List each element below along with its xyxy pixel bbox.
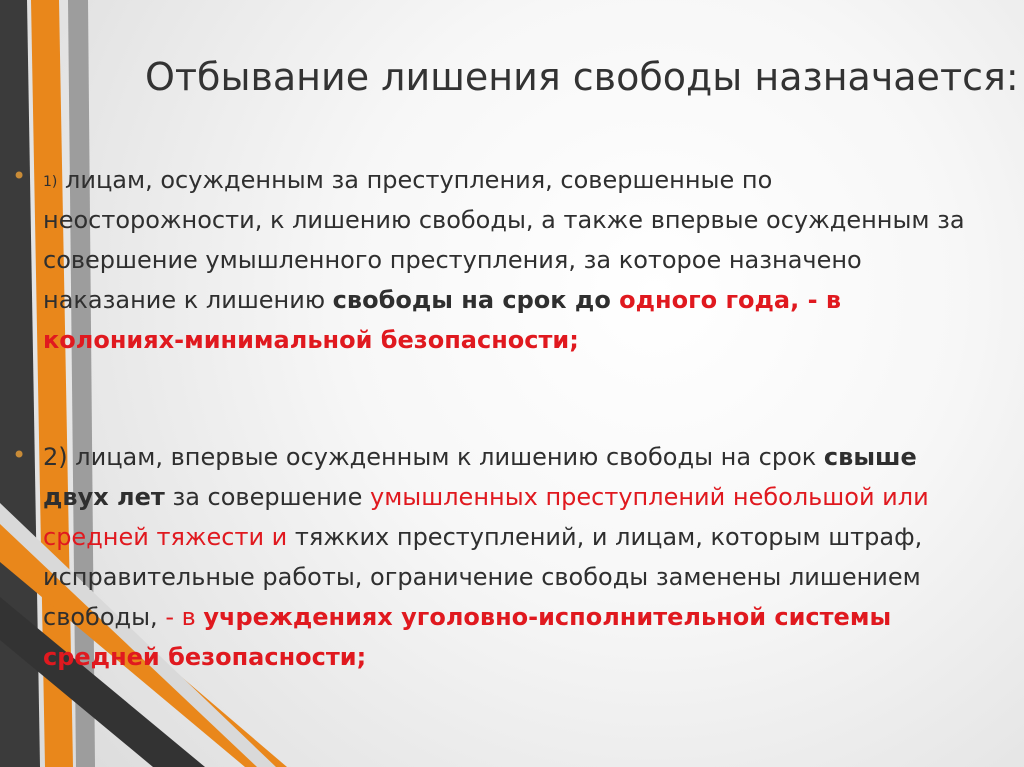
first-item-number: 1)	[43, 174, 58, 190]
bullet-icon: •	[12, 162, 27, 190]
second-item-red-segment: - в	[165, 603, 204, 631]
first-item-red-bold-segment: одного года, - в колониях-минимальной безопасности;	[43, 286, 842, 354]
second-item-bold-segment: свыше двух лет	[43, 443, 917, 511]
second-list-item	[43, 437, 968, 677]
slide-title: Отбывание лишения свободы назначается:	[145, 55, 1019, 99]
first-list-item	[43, 160, 968, 360]
second-item-red-bold-segment: учреждениях уголовно-исполнительной системы средней безопасности;	[43, 603, 892, 671]
second-item-text-segment: тяжких преступлений, и лицам, которым штраф, исправительные работы, ограничение свободы заменены лишением свободы,	[43, 523, 923, 631]
second-item-text-segment: 2) лицам, впервые осужденным к лишению свободы на срок	[43, 443, 824, 471]
second-item-text-segment: за совершение	[164, 483, 370, 511]
first-item-bold-segment: свободы на срок до	[332, 286, 620, 314]
first-item-text-segment: лицам, осужденным за преступления, совершенные по неосторожности, к лишению свободы, а также впервые осужденным за совершение умышленного преступления, за которое назначено наказание к лишению	[43, 166, 965, 314]
bullet-icon: •	[12, 441, 27, 469]
second-item-red-segment: умышленных преступлений небольшой или средней тяжести и	[43, 483, 929, 551]
